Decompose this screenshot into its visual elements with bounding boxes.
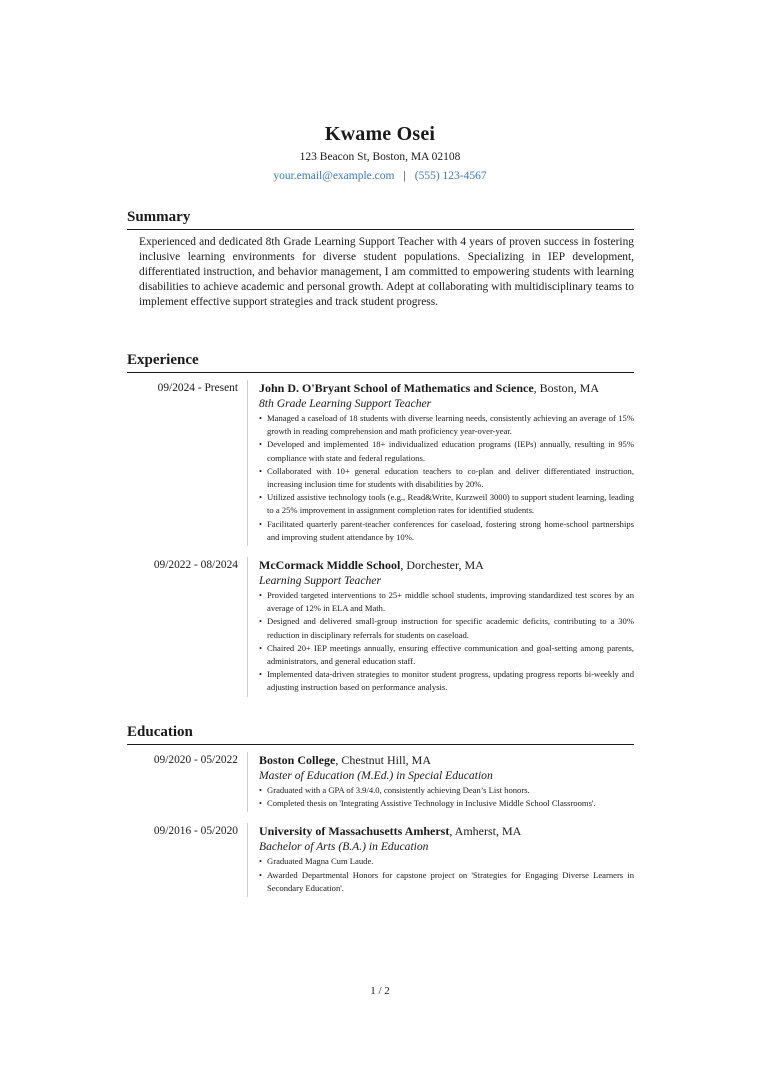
bullet-text: Chaired 20+ IEP meetings annually, ensuring effective communication and goal-setting among parents, administrators, and general education staff.: [267, 642, 634, 667]
bullet-icon: •: [259, 642, 263, 653]
email-link[interactable]: your.email@example.com: [273, 170, 395, 182]
list-item: [259, 668, 634, 694]
entry-date: 09/2024 - Present: [157, 382, 238, 394]
entry-date: 09/2020 - 05/2022: [153, 754, 238, 766]
bullet-icon: •: [259, 518, 263, 529]
list-item: [259, 784, 634, 797]
bullet-text: Collaborated with 10+ general education teachers to co-plan and deliver differentiated instruction, increasing inclusion time for students with disabilities by 20%.: [267, 465, 634, 490]
bullet-text: Awarded Departmental Honors for capstone project on 'Strategies for Engaging Diverse Learners in Secondary Education'.: [267, 869, 634, 893]
bullet-text: Implemented data-driven strategies to monitor student progress, updating progress reports bi-weekly and adjusting instruction based on performance analysis.: [267, 669, 634, 693]
entry-role: Learning Support Teacher: [259, 574, 381, 588]
bullet-icon: •: [259, 590, 263, 601]
contact-separator: |: [403, 170, 406, 182]
list-item: [259, 412, 634, 438]
entry-organization: Boston College: [259, 753, 336, 767]
entry-body: [247, 823, 634, 897]
entry-date: 09/2022 - 08/2024: [153, 559, 238, 572]
entry-location: , Dorchester, MA: [400, 558, 484, 573]
summary-heading: Summary: [127, 208, 634, 230]
bullet-text: Designed and delivered small-group instruction for specific academic deficits, contributing to a 30% reduction in disciplinary referrals for students on caseload.: [267, 616, 634, 640]
education-heading: Education: [127, 723, 634, 745]
bullet-icon: •: [259, 616, 263, 627]
entry-organization: John D. O'Bryant School of Mathematics and Science: [259, 381, 534, 395]
education-list: [127, 752, 634, 897]
entry-organization-line: [259, 753, 634, 768]
bullet-text: Facilitated quarterly parent-teacher conferences for caseload, fostering strong home-school partnerships and improving student attendance by 10%.: [267, 518, 634, 542]
entry-organization: McCormack Middle School: [259, 558, 401, 573]
candidate-name: Kwame Osei: [324, 123, 436, 145]
entry-location: , Amherst, MA: [449, 824, 522, 839]
entry-organization-line: [259, 558, 634, 573]
page-number: 1 / 2: [370, 985, 390, 997]
entry-bullet-list: [259, 589, 634, 695]
summary-section: [127, 208, 634, 310]
list-item: [259, 589, 634, 615]
list-item: [259, 869, 634, 895]
bullet-text: Utilized assistive technology tools (e.g., Read&Write, Kurzweil 3000) to support student learning, leading to a 25% improvement in assignment completion rates for identified students.: [267, 492, 634, 516]
entry-role: Bachelor of Arts (B.A.) in Education: [259, 840, 429, 854]
bullet-text: Managed a caseload of 18 students with diverse learning needs, consistently achieving an average of 15% growth in reading comprehension and math proficiency year-over-year.: [267, 413, 634, 437]
entry-organization: University of Massachusetts Amherst: [259, 824, 450, 839]
entry-role: 8th Grade Learning Support Teacher: [259, 397, 432, 410]
experience-entry: [127, 380, 634, 546]
bullet-icon: •: [259, 798, 263, 809]
entry-role: Master of Education (M.Ed.) in Special Education: [259, 769, 493, 782]
entry-date: 09/2016 - 05/2020: [153, 825, 238, 838]
entry-organization-line: [259, 824, 634, 839]
bullet-text: Graduated with a GPA of 3.9/4.0, consistently achieving Dean’s List honors.: [267, 785, 530, 795]
experience-entry: [127, 557, 634, 697]
bullet-text: Completed thesis on 'Integrating Assistive Technology in Inclusive Middle School Classrooms'.: [267, 798, 596, 809]
bullet-icon: •: [259, 439, 263, 450]
bullet-icon: •: [259, 492, 263, 503]
list-item: [259, 438, 634, 464]
entry-organization-line: [259, 381, 634, 396]
entry-bullet-list: [259, 784, 634, 810]
list-item: [259, 642, 634, 668]
list-item: [259, 518, 634, 544]
experience-list: [127, 380, 634, 697]
entry-location: , Boston, MA: [533, 381, 600, 395]
bullet-text: Provided targeted interventions to 25+ middle school students, improving standardized test scores by an average of 12% in ELA and Math.: [267, 590, 634, 614]
education-entry: [127, 823, 634, 897]
entry-bullet-list: [259, 412, 634, 544]
bullet-text: Developed and implemented 18+ individualized education programs (IEPs) annually, resulting in 95% compliance with state and federal regulations.: [267, 439, 634, 463]
entry-location: , Chestnut Hill, MA: [335, 753, 432, 767]
experience-section: [127, 351, 634, 697]
resume-header: [0, 122, 760, 184]
experience-heading: Experience: [127, 351, 634, 373]
education-entry: [127, 752, 634, 812]
entry-body: [247, 752, 634, 812]
list-item: [259, 465, 634, 491]
entry-body: [247, 380, 634, 546]
education-section: [127, 723, 634, 897]
list-item: [259, 615, 634, 641]
list-item: [259, 491, 634, 517]
candidate-address: 123 Beacon St, Boston, MA 02108: [299, 151, 461, 163]
bullet-icon: •: [259, 869, 263, 880]
summary-text: Experienced and dedicated 8th Grade Learning Support Teacher with 4 years of proven success in fostering inclusive learning environments for diverse student populations. Specializing in IEP development, differentiated instruction, and behavior management, I am committed to empowering students with learning disabilities to achieve academic and personal growth. Adept at collaborating with multidisciplinary teams to implement effective support strategies and track student progress.: [139, 236, 634, 308]
bullet-icon: •: [259, 669, 263, 680]
bullet-icon: •: [259, 856, 263, 867]
bullet-icon: •: [259, 785, 263, 795]
bullet-text: Graduated Magna Cum Laude.: [267, 856, 374, 867]
phone-link[interactable]: (555) 123-4567: [414, 170, 487, 182]
list-item: [259, 797, 634, 810]
entry-body: [247, 557, 634, 697]
bullet-icon: •: [259, 465, 263, 476]
entry-bullet-list: [259, 855, 634, 895]
list-item: [259, 855, 634, 868]
bullet-icon: •: [259, 413, 263, 423]
contact-line: [0, 169, 760, 184]
